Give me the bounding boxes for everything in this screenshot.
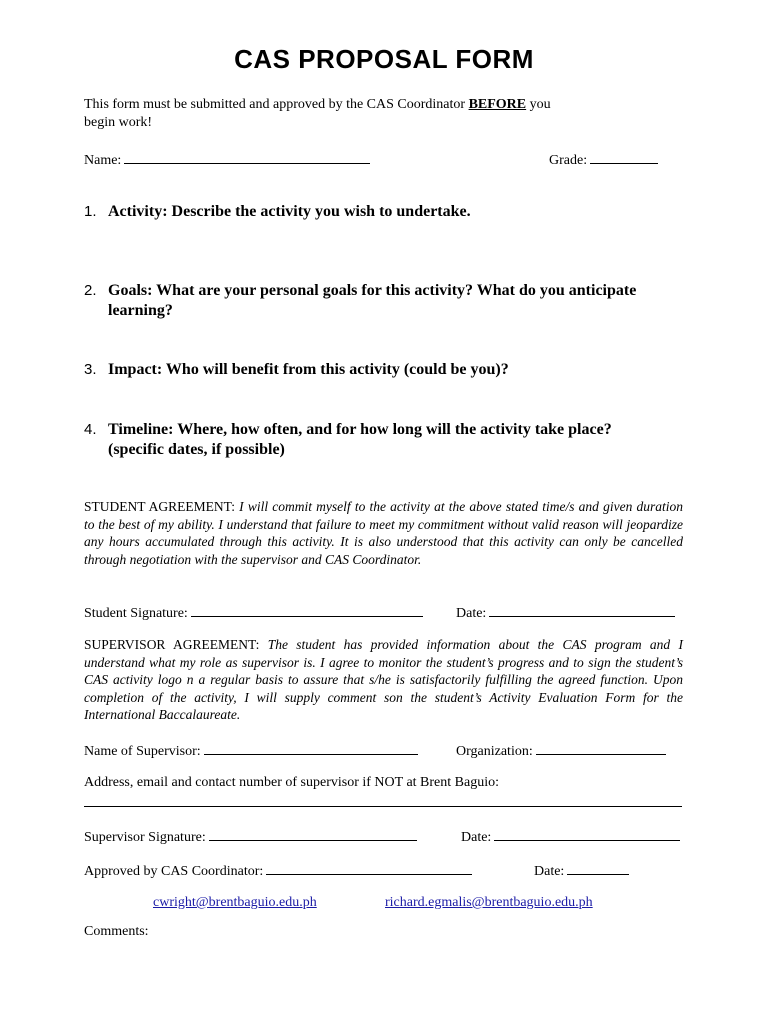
supervisor-signature-label: Supervisor Signature: bbox=[84, 830, 206, 845]
date-label: Date: bbox=[461, 830, 492, 845]
comments-label: Comments: bbox=[84, 924, 149, 939]
approved-label: Approved by CAS Coordinator: bbox=[84, 864, 264, 879]
approved-date-field[interactable] bbox=[534, 860, 629, 881]
supervisor-signature-blank[interactable] bbox=[209, 826, 417, 841]
address-label: Address, email and contact number of supervisor if NOT at Brent Baguio: bbox=[84, 775, 499, 790]
grade-blank[interactable] bbox=[590, 149, 658, 164]
question-label: Activity bbox=[108, 203, 163, 220]
student-date-blank[interactable] bbox=[489, 602, 675, 617]
supervisor-agreement bbox=[84, 636, 683, 724]
page-title: CAS PROPOSAL FORM bbox=[234, 44, 534, 74]
email-link-coordinator-2[interactable]: richard.egmalis@brentbaguio.edu.ph bbox=[385, 895, 593, 910]
question-label: Impact bbox=[108, 361, 157, 378]
intro-emphasis: BEFORE bbox=[468, 97, 527, 112]
address-blank[interactable] bbox=[84, 806, 682, 807]
student-signature-label: Student Signature: bbox=[84, 606, 188, 621]
organization-blank[interactable] bbox=[536, 740, 666, 755]
student-agreement-heading: STUDENT AGREEMENT: bbox=[84, 499, 240, 514]
supervisor-agreement-heading: SUPERVISOR AGREEMENT: bbox=[84, 637, 268, 652]
supervisor-name-blank[interactable] bbox=[204, 740, 418, 755]
organization-field[interactable] bbox=[456, 740, 666, 761]
question-text: : What are your personal goals for this activity? What do you anticipate bbox=[147, 282, 637, 299]
supervisor-agreement-body: The student has provided information about the CAS program and I understand what my role as supervisor is. I agree to monitor the student’s progress and to sign the student’s CAS activity logo n a regular basis to assure that s/he is satisfactorily fulfilling the agreed function. Upon completion of the activity, I will supply comment son the student’s Activity Evaluation Form for the International Baccalaureate. bbox=[84, 637, 683, 722]
question-4 bbox=[84, 420, 704, 460]
date-label: Date: bbox=[456, 606, 487, 621]
question-number: 3. bbox=[84, 361, 97, 378]
supervisor-name-field[interactable] bbox=[84, 740, 418, 761]
question-3 bbox=[84, 360, 704, 380]
intro-text bbox=[84, 96, 684, 132]
supervisor-date-field[interactable] bbox=[461, 826, 680, 847]
question-text: : Who will benefit from this activity (could be you)? bbox=[156, 361, 509, 378]
question-1 bbox=[84, 202, 704, 222]
approved-blank[interactable] bbox=[266, 860, 472, 875]
question-text: : Describe the activity you wish to undertake. bbox=[162, 203, 471, 220]
grade-label: Grade: bbox=[549, 153, 588, 168]
approved-date-blank[interactable] bbox=[567, 860, 629, 875]
question-2 bbox=[84, 281, 704, 321]
question-text-continued: learning? bbox=[108, 302, 173, 319]
address-field[interactable] bbox=[84, 774, 684, 792]
supervisor-signature-field[interactable] bbox=[84, 826, 417, 847]
student-date-field[interactable] bbox=[456, 602, 675, 623]
date-label: Date: bbox=[534, 864, 565, 879]
question-number: 4. bbox=[84, 421, 97, 438]
student-signature-field[interactable] bbox=[84, 602, 423, 623]
intro-before: This form must be submitted and approved by the CAS Coordinator bbox=[84, 97, 469, 112]
question-label: Timeline bbox=[108, 421, 169, 438]
question-text: : Where, how often, and for how long will the activity take place? bbox=[168, 421, 612, 438]
supervisor-name-label: Name of Supervisor: bbox=[84, 744, 201, 759]
intro-line2: begin work! bbox=[84, 115, 153, 130]
name-field[interactable] bbox=[84, 149, 370, 170]
question-number: 2. bbox=[84, 282, 97, 299]
question-text-continued: (specific dates, if possible) bbox=[108, 441, 285, 458]
student-agreement-body: I will commit myself to the activity at the above stated time/s and given duration to the best of my ability. I understand that failure to meet my commitment without valid reason will jeopardize any hours accumulated through this activity. It is also understood that this activity can only be cancelled through negotiation with the supervisor and CAS Coordinator. bbox=[84, 499, 683, 567]
organization-label: Organization: bbox=[456, 744, 533, 759]
grade-field[interactable] bbox=[549, 149, 658, 170]
approved-field[interactable] bbox=[84, 860, 472, 881]
email-link-coordinator[interactable]: cwright@brentbaguio.edu.ph bbox=[153, 895, 317, 910]
question-label: Goals bbox=[108, 282, 148, 299]
question-number: 1. bbox=[84, 203, 97, 220]
student-signature-blank[interactable] bbox=[191, 602, 423, 617]
supervisor-date-blank[interactable] bbox=[494, 826, 680, 841]
intro-after: you bbox=[526, 97, 551, 112]
name-label: Name: bbox=[84, 153, 122, 168]
name-blank[interactable] bbox=[124, 149, 370, 164]
student-agreement bbox=[84, 498, 683, 568]
